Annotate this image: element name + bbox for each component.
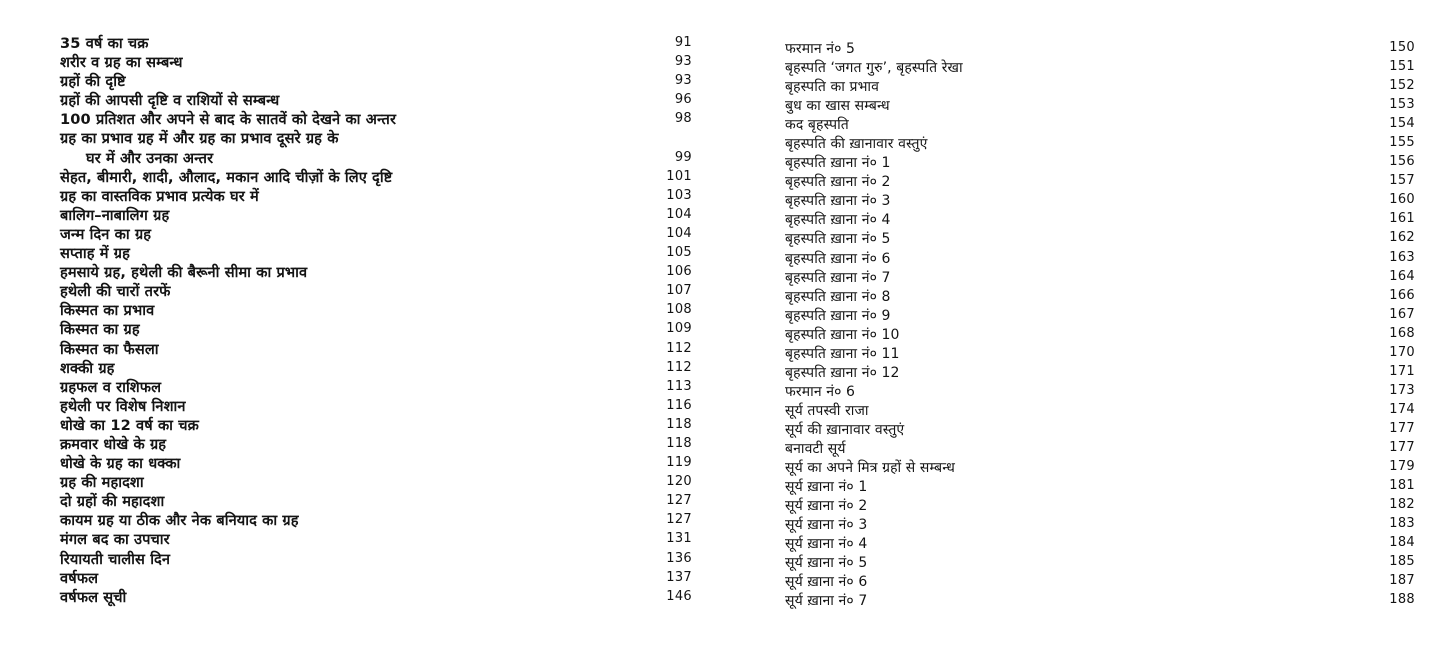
- toc-entry-title: सूर्य ख़ाना नं० 5: [785, 555, 868, 572]
- toc-entry-page-number: 93: [674, 73, 692, 89]
- toc-entry-title: बृहस्पति ख़ाना नं० 2: [785, 174, 891, 191]
- toc-entry: [785, 57, 1415, 76]
- toc-entry-title: ग्रह की महादशा: [60, 474, 144, 492]
- toc-entry-page-number: 119: [666, 455, 692, 471]
- toc-entry-page-number: 131: [666, 531, 692, 547]
- toc-entry-page-number: 99: [674, 149, 692, 165]
- toc-entry-page-number: 137: [666, 569, 692, 585]
- toc-entry-title: सूर्य ख़ाना नं० 2: [785, 498, 868, 515]
- toc-entry: [60, 186, 692, 205]
- toc-entry-title: सेहत, बीमारी, शादी, औलाद, मकान आदि चीज़ों के लिए दृष्टि: [60, 168, 393, 186]
- toc-entry: [785, 38, 1415, 57]
- toc-entry: [785, 95, 1415, 114]
- toc-entry-page-number: 103: [666, 187, 692, 203]
- toc-entry-title: फरमान नं० 6: [785, 383, 856, 400]
- toc-entry-title: बृहस्पति ख़ाना नं० 1: [785, 155, 891, 172]
- toc-entry-title: क्रमवार धोखे के ग्रह: [60, 435, 167, 453]
- toc-entry: [785, 590, 1415, 609]
- toc-entry-title: वर्षफल सूची: [60, 588, 127, 606]
- toc-entry: [60, 587, 692, 606]
- toc-entry-page-number: 163: [1389, 249, 1415, 265]
- toc-entry-title: किस्मत का फैसला: [60, 340, 159, 358]
- toc-entry: [60, 339, 692, 358]
- toc-entry: [60, 549, 692, 568]
- toc-entry: [60, 358, 692, 377]
- toc-entry-page-number: 98: [674, 111, 692, 127]
- toc-entry-title: ग्रहों की दृष्टि: [60, 73, 126, 91]
- toc-entry: [60, 262, 692, 281]
- toc-entry-page-number: 181: [1389, 478, 1415, 494]
- toc-entry-title: दो ग्रहों की महादशा: [60, 493, 165, 511]
- toc-entry-page-number: 146: [666, 588, 692, 604]
- toc-entry-page-number: 153: [1389, 97, 1415, 113]
- toc-entry: [60, 319, 692, 338]
- toc-entry-page-number: 170: [1389, 344, 1415, 360]
- toc-entry-page-number: 166: [1389, 287, 1415, 303]
- toc-entry-title: घर में और उनका अन्तर: [86, 149, 214, 167]
- toc-entry-title: बृहस्पति ख़ाना नं० 4: [785, 212, 891, 229]
- toc-entry: [60, 148, 692, 167]
- toc-entry: [60, 33, 692, 52]
- toc-entry: [785, 419, 1415, 438]
- toc-entry: [785, 267, 1415, 286]
- toc-entry-page-number: 105: [666, 245, 692, 261]
- toc-entry-title: बृहस्पति ख़ाना नं० 11: [785, 345, 900, 362]
- toc-entry-page-number: 112: [666, 340, 692, 356]
- toc-entry-page-number: 173: [1389, 382, 1415, 398]
- toc-entry: [60, 415, 692, 434]
- toc-entry: [60, 434, 692, 453]
- toc-entry: [60, 529, 692, 548]
- toc-entry: [60, 453, 692, 472]
- toc-entry: [60, 396, 692, 415]
- toc-entry-title: कद बृहस्पति: [785, 117, 849, 134]
- toc-entry-page-number: 116: [666, 397, 692, 413]
- toc-entry-page-number: 112: [666, 359, 692, 375]
- toc-entry-page-number: 106: [666, 264, 692, 280]
- toc-entry: [785, 571, 1415, 590]
- toc-entry: [785, 152, 1415, 171]
- toc-entry-page-number: 91: [674, 35, 692, 50]
- toc-entry-title: बृहस्पति ख़ाना नं० 12: [785, 364, 900, 381]
- toc-entry: [785, 381, 1415, 400]
- toc-entry-page-number: 177: [1389, 420, 1415, 436]
- toc-entry-page-number: 118: [666, 435, 692, 451]
- toc-entry-title: धोखे के ग्रह का धक्का: [60, 455, 181, 473]
- toc-entry-page-number: 118: [666, 416, 692, 432]
- toc-entry: [785, 228, 1415, 247]
- toc-entry-page-number: 184: [1389, 535, 1415, 551]
- toc-entry-title: वर्षफल: [60, 569, 99, 587]
- toc-entry-title: जन्म दिन का ग्रह: [60, 225, 152, 243]
- toc-entry-title: ग्रहफल व राशिफल: [60, 378, 162, 396]
- toc-entry: [785, 76, 1415, 95]
- toc-entry-title: बृहस्पति का प्रभाव: [785, 79, 880, 96]
- toc-entry-page-number: 154: [1389, 116, 1415, 132]
- toc-entry-title: हथेली की चारों तरफें: [60, 283, 171, 301]
- toc-entry-page-number: 104: [666, 225, 692, 241]
- toc-entry-page-number: 179: [1389, 459, 1415, 475]
- toc-entry-title: ग्रह का प्रभाव ग्रह में और ग्रह का प्रभाव दूसरे ग्रह के: [60, 130, 339, 148]
- toc-entry-title: बृहस्पति की ख़ानावार वस्तुएं: [785, 136, 928, 153]
- toc-entry-title: हमसाये ग्रह, हथेली की बैरूनी सीमा का प्रभाव: [60, 264, 308, 282]
- toc-entry-page-number: 96: [674, 92, 692, 108]
- toc-entry-page-number: 155: [1389, 135, 1415, 151]
- toc-entry: [60, 52, 692, 71]
- toc-entry-title: बृहस्पति ‘जगत गुरु’, बृहस्पति रेखा: [785, 60, 963, 77]
- toc-entry-page-number: 160: [1389, 192, 1415, 208]
- toc-entry: [785, 286, 1415, 305]
- toc-entry-page-number: 182: [1389, 497, 1415, 513]
- toc-entry: [60, 472, 692, 491]
- toc-entry: [785, 400, 1415, 419]
- toc-entry-page-number: 109: [666, 321, 692, 337]
- toc-entry-page-number: 171: [1389, 363, 1415, 379]
- toc-entry-page-number: 167: [1389, 306, 1415, 322]
- toc-entry-page-number: 177: [1389, 439, 1415, 455]
- toc-entry-title: बृहस्पति ख़ाना नं० 10: [785, 326, 900, 343]
- toc-entry-title: बुध का खास सम्बन्ध: [785, 98, 890, 115]
- toc-entry-page-number: 127: [666, 512, 692, 528]
- toc-entry: [785, 552, 1415, 571]
- toc-entry: [785, 133, 1415, 152]
- toc-entry-page-number: 127: [666, 493, 692, 509]
- toc-entry-title: ग्रहों की आपसी दृष्टि व राशियों से सम्बन्ध: [60, 92, 280, 110]
- toc-entry: [785, 324, 1415, 343]
- toc-entry-page-number: 152: [1389, 78, 1415, 94]
- toc-entry: [785, 248, 1415, 267]
- toc-entry: [785, 343, 1415, 362]
- toc-entry: [785, 190, 1415, 209]
- toc-entry-page-number: 136: [666, 550, 692, 566]
- toc-entry-title: मंगल बद का उपचार: [60, 531, 170, 549]
- toc-entry: [60, 167, 692, 186]
- toc-entry-title: बृहस्पति ख़ाना नं० 3: [785, 193, 891, 210]
- toc-entry-title: धोखे का 12 वर्ष का चक्र: [60, 416, 199, 434]
- toc-entry: [60, 224, 692, 243]
- toc-entry-title: सूर्य ख़ाना नं० 3: [785, 517, 868, 534]
- toc-entry-title: बालिग–नाबालिग ग्रह: [60, 206, 170, 224]
- toc-entry: [60, 568, 692, 587]
- toc-entry-title: बृहस्पति ख़ाना नं० 6: [785, 250, 891, 267]
- toc-entry-title: बृहस्पति ख़ाना नं० 5: [785, 231, 891, 248]
- toc-entry-page-number: 187: [1389, 573, 1415, 589]
- toc-entry: [60, 510, 692, 529]
- toc-entry: [785, 533, 1415, 552]
- toc-entry: [785, 495, 1415, 514]
- toc-entry-title: फरमान नं० 5: [785, 41, 856, 57]
- toc-entry: [60, 71, 692, 90]
- toc-entry-page-number: 151: [1389, 59, 1415, 75]
- toc-entry: [785, 305, 1415, 324]
- toc-entry-title: बृहस्पति ख़ाना नं० 9: [785, 307, 891, 324]
- toc-entry: [785, 209, 1415, 228]
- toc-entry: [60, 205, 692, 224]
- toc-entry: [60, 109, 692, 128]
- toc-entry: [60, 491, 692, 510]
- toc-entry: [785, 514, 1415, 533]
- toc-entry-title: सूर्य ख़ाना नं० 4: [785, 536, 868, 553]
- toc-entry-title: बृहस्पति ख़ाना नं० 8: [785, 288, 891, 305]
- toc-entry: [60, 281, 692, 300]
- toc-entry-title: सूर्य ख़ाना नं० 7: [785, 593, 868, 610]
- toc-entry-page-number: 164: [1389, 268, 1415, 284]
- toc-entry-page-number: 157: [1389, 173, 1415, 189]
- toc-entry-title: सूर्य का अपने मित्र ग्रहों से सम्बन्ध: [785, 460, 955, 477]
- toc-entry-title: सूर्य ख़ाना नं० 6: [785, 574, 868, 591]
- toc-entry-title: रियायती चालीस दिन: [60, 550, 171, 568]
- toc-entry-title: 35 वर्ष का चक्र: [60, 35, 149, 52]
- toc-entry-title: सूर्य ख़ाना नं० 1: [785, 479, 868, 496]
- toc-entry-title: बनावटी सूर्य: [785, 440, 846, 457]
- toc-entry: [60, 300, 692, 319]
- toc-entry: [785, 362, 1415, 381]
- toc-entry-page-number: 104: [666, 206, 692, 222]
- toc-entry: [785, 457, 1415, 476]
- toc-entry-page-number: 107: [666, 283, 692, 299]
- toc-entry-page-number: 185: [1389, 554, 1415, 570]
- toc-entry-title: हथेली पर विशेष निशान: [60, 397, 186, 415]
- toc-entry-title: सूर्य की ख़ानावार वस्तुएं: [785, 421, 905, 438]
- toc-entry-title: शरीर व ग्रह का सम्बन्ध: [60, 54, 183, 72]
- toc-entry-title: किस्मत का प्रभाव: [60, 302, 155, 320]
- toc-entry: [785, 438, 1415, 457]
- toc-entry-title: किस्मत का ग्रह: [60, 321, 140, 339]
- toc-entry-title: कायम ग्रह या ठीक और नेक बनियाद का ग्रह: [60, 512, 299, 530]
- toc-right-column: [785, 38, 1415, 609]
- toc-entry: [785, 171, 1415, 190]
- toc-entry: [60, 90, 692, 109]
- toc-entry-page-number: 101: [666, 168, 692, 184]
- toc-entry-page-number: 188: [1389, 592, 1415, 608]
- toc-entry-page-number: 113: [666, 378, 692, 394]
- toc-entry-page-number: 93: [674, 54, 692, 70]
- toc-entry-title: ग्रह का वास्तविक प्रभाव प्रत्येक घर में: [60, 187, 259, 205]
- toc-entry: [785, 114, 1415, 133]
- toc-entry-title: 100 प्रतिशत और अपने से बाद के सातवें को देखने का अन्तर: [60, 111, 397, 129]
- toc-left-column: [60, 33, 692, 606]
- toc-entry-title: बृहस्पति ख़ाना नं० 7: [785, 269, 891, 286]
- toc-entry-title: सप्ताह में ग्रह: [60, 245, 130, 263]
- toc-entry-page-number: 168: [1389, 325, 1415, 341]
- toc-entry-page-number: 183: [1389, 516, 1415, 532]
- toc-entry-page-number: 162: [1389, 230, 1415, 246]
- toc-entry-title: सूर्य तपस्वी राजा: [785, 402, 869, 419]
- toc-entry-page-number: 120: [666, 474, 692, 490]
- toc-entry-page-number: 174: [1389, 401, 1415, 417]
- toc-entry: [785, 476, 1415, 495]
- toc-entry-page-number: 161: [1389, 211, 1415, 227]
- toc-entry: [60, 243, 692, 262]
- toc-entry-page-number: 108: [666, 302, 692, 318]
- toc-entry: [60, 377, 692, 396]
- toc-entry-title: शक्की ग्रह: [60, 359, 115, 377]
- toc-entry-page-number: 150: [1389, 40, 1415, 55]
- toc-entry: [60, 128, 692, 147]
- toc-entry-page-number: 156: [1389, 154, 1415, 170]
